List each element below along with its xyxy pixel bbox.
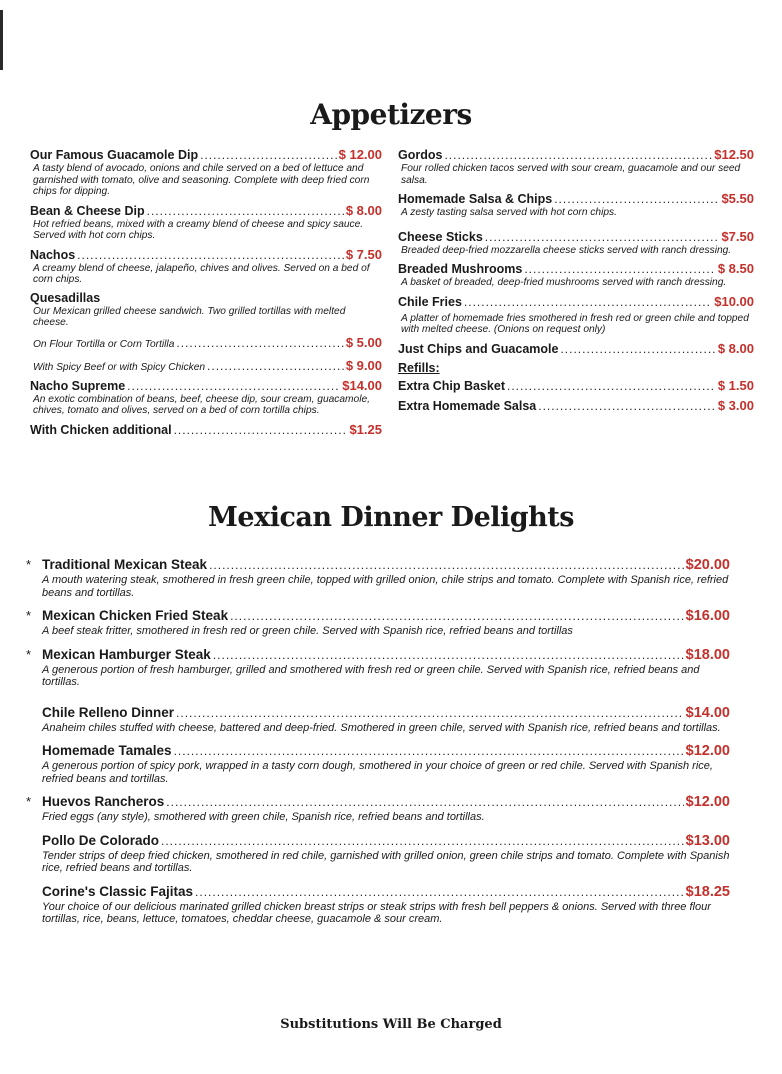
menu-item (26, 705, 730, 735)
menu-item (26, 794, 730, 824)
menu-item (398, 229, 754, 257)
menu-item (30, 203, 382, 242)
refills-label: Refills: (398, 360, 440, 375)
item-description: Tender strips of deep fried chicken, smothered in red chile, garnished with grilled onion, green chile strips and tomato. Complete with Spanish rice, refried beans and tortillas. (42, 849, 730, 874)
item-name: Nacho Supreme (30, 378, 126, 393)
star-icon: * (26, 646, 32, 662)
item-name: Breaded Mushrooms (398, 262, 523, 276)
item-price: $1.25 (349, 421, 382, 437)
dinner-list (26, 557, 730, 935)
item-price: $12.00 (685, 743, 730, 759)
star-icon: * (26, 794, 32, 809)
menu-item (26, 557, 730, 599)
appetizers-right-column (398, 147, 754, 418)
item-price: $16.00 (685, 608, 730, 624)
option-name: On Flour Tortilla or Corn Tortilla (33, 338, 175, 350)
item-name: Extra Homemade Salsa (398, 398, 537, 413)
item-description: A platter of homemade fries smothered in fresh red or green chile and topped with melted cheese. (Onions on request only) (401, 312, 749, 335)
footer-note: Substitutions Will Be Charged (280, 1017, 502, 1032)
menu-item (30, 247, 382, 286)
item-name: Chile Fries (398, 294, 462, 309)
item-price: $5.50 (721, 191, 754, 206)
page-edge-mark (0, 10, 3, 70)
item-price: $12.50 (714, 147, 754, 162)
item-name: Bean & Cheese Dip (30, 203, 145, 218)
item-name: Homemade Salsa & Chips (398, 192, 553, 206)
item-price: $ 7.50 (345, 246, 382, 262)
menu-item (398, 341, 754, 356)
item-description: A zesty tasting salsa served with hot corn chips. (401, 207, 617, 218)
menu-item (398, 294, 754, 336)
menu-item (26, 647, 730, 689)
item-description: A beef steak fritter, smothered in fresh red or green chile. Served with Spanish rice, refried beans and tortillas (42, 625, 573, 637)
item-price: $18.25 (685, 883, 730, 900)
menu-item (30, 291, 382, 373)
item-name: Corine's Classic Fajitas (42, 883, 194, 899)
item-price: $ 1.50 (717, 377, 754, 393)
item-name: Our Famous Guacamole Dip (30, 148, 199, 162)
menu-item (398, 191, 754, 219)
item-description: Your choice of our delicious marinated grilled chicken breast strips or steak strips with fresh bell peppers & onions. Served with three flour tortillas, rice, beans, lettuce, tomatoes, cheddar cheese, guacamole & sour cream. (42, 900, 711, 925)
item-price: $ 8.00 (345, 202, 382, 218)
appetizers-left-column (30, 147, 382, 442)
item-price: $10.00 (714, 293, 754, 309)
item-description: A generous portion of fresh hamburger, grilled and smothered with fresh red or green chile. Served with Spanish rice, refried beans and tortillas. (42, 663, 700, 688)
item-description: Our Mexican grilled cheese sandwich. Two grilled tortillas with melted cheese. (33, 305, 346, 328)
item-name: Chile Relleno Dinner (42, 704, 175, 720)
menu-item (398, 147, 754, 186)
item-name: Cheese Sticks (398, 229, 483, 244)
item-name: With Chicken additional (30, 422, 172, 437)
item-name: Homemade Tamales (42, 743, 172, 758)
item-name: Mexican Hamburger Steak (42, 646, 211, 662)
item-price: $ 12.00 (338, 147, 382, 162)
item-name: Huevos Rancheros (42, 794, 165, 809)
menu-item (26, 608, 730, 638)
item-name: Pollo De Colorado (42, 832, 160, 848)
menu-item (26, 743, 730, 785)
item-price: $18.00 (685, 646, 730, 663)
item-name: Extra Chip Basket (398, 378, 505, 393)
item-price: $14.00 (342, 377, 382, 393)
item-price: $ 8.00 (717, 340, 754, 356)
menu-item (398, 398, 754, 413)
item-price: $13.00 (685, 832, 730, 849)
appetizers-heading: Appetizers (310, 98, 472, 131)
item-name: Mexican Chicken Fried Steak (42, 608, 229, 623)
item-description: Four rolled chicken tacos served with sour cream, guacamole and our seed salsa. (401, 163, 741, 186)
item-description: Breaded deep-fried mozzarella cheese sticks served with ranch dressing. (401, 244, 732, 256)
star-icon: * (26, 608, 32, 623)
item-name: Just Chips and Guacamole (398, 341, 559, 356)
item-price: $ 3.00 (717, 397, 754, 413)
item-description: A tasty blend of avocado, onions and chile served on a bed of lettuce and garnished with tomato, olive and seasoning. Complete with deep fried corn chips for dipping. (33, 163, 370, 197)
item-price: $7.50 (721, 228, 754, 244)
menu-item (30, 422, 382, 437)
menu-item (26, 884, 730, 926)
item-description: Anaheim chiles stuffed with cheese, battered and deep-fried. Smothered in green chile, served with Spanish rice, refried beans and tortillas. (42, 721, 721, 734)
item-name: Gordos (398, 148, 443, 162)
item-description: Hot refried beans, mixed with a creamy blend of cheese and spicy sauce. Served with hot corn chips. (33, 218, 364, 241)
item-description: A creamy blend of cheese, jalapeño, chives and olives. Served on a bed of corn chips. (33, 262, 370, 285)
item-name: Nachos (30, 247, 76, 262)
item-description: A mouth watering steak, smothered in fresh green chile, topped with grilled onion, chile strips and tomato. Complete with Spanish rice, refried beans and tortillas. (42, 574, 729, 599)
option-name: With Spicy Beef or with Spicy Chicken (33, 361, 206, 373)
item-description: Fried eggs (any style), smothered with green chile, Spanish rice, refried beans and tortillas. (42, 811, 485, 823)
option-price: $ 5.00 (345, 334, 382, 350)
menu-item (30, 147, 382, 198)
item-description: A basket of breaded, deep-fried mushrooms served with ranch dressing. (401, 277, 727, 288)
menu-item (398, 261, 754, 289)
option-price: $ 9.00 (345, 357, 382, 373)
item-price: $ 8.50 (717, 261, 754, 276)
star-icon: * (26, 557, 32, 572)
menu-item (26, 833, 730, 875)
item-description: A generous portion of spicy pork, wrapped in a tasty corn dough, smothered in your choice of green or red chile. Served with Spanish rice, refried beans and tortillas. (42, 760, 713, 785)
dinner-heading: Mexican Dinner Delights (208, 502, 574, 533)
item-description: An exotic combination of beans, beef, cheese dip, sour cream, guacamole, chives, tomato and olives, served on a bed of corn tortilla chips. (33, 393, 370, 416)
menu-item (30, 378, 382, 417)
item-price: $12.00 (685, 794, 730, 810)
item-name: Traditional Mexican Steak (42, 557, 208, 572)
item-price: $20.00 (685, 557, 730, 573)
item-price: $14.00 (685, 704, 730, 721)
item-name: Quesadillas (30, 290, 101, 305)
menu-item (398, 378, 754, 393)
